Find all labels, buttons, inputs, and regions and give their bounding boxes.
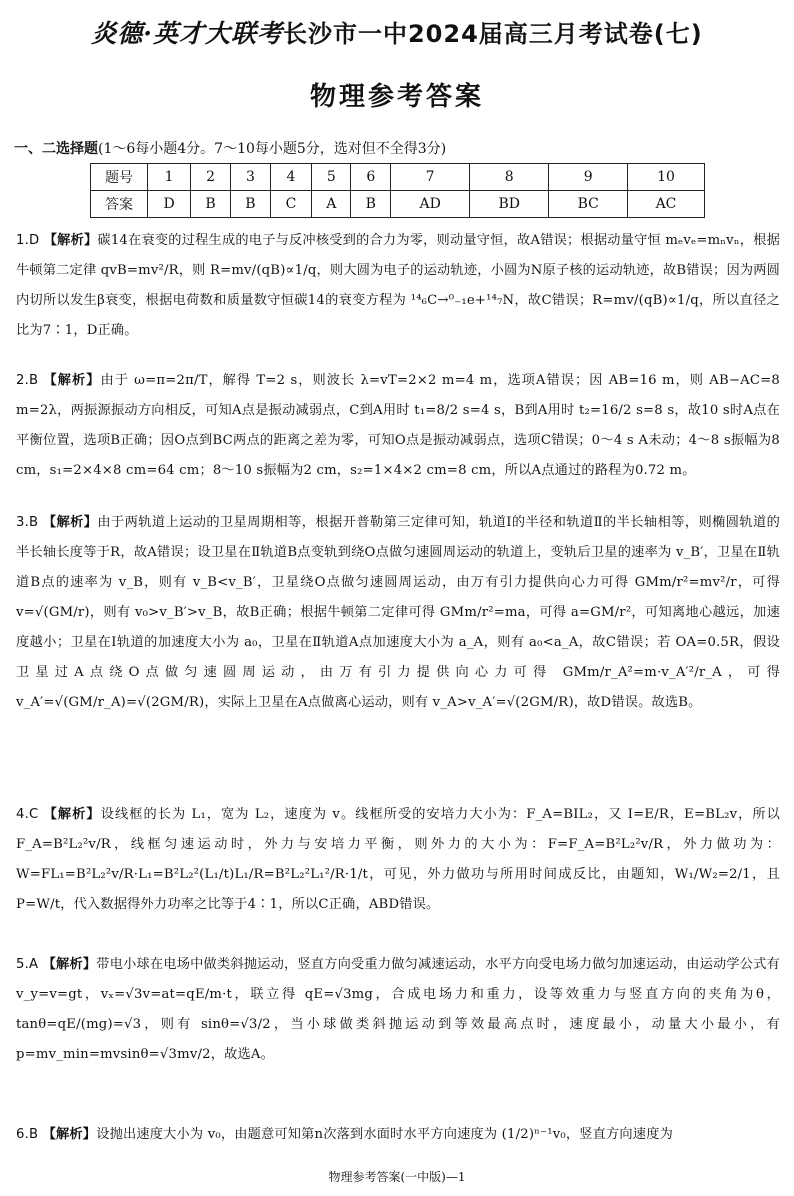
answer-cell: AD — [391, 191, 470, 218]
solution-number: 3.B — [16, 515, 39, 530]
solution-1 — [16, 226, 780, 346]
solution-text: 碳14在衰变的过程生成的电子与反冲核受到的合力为零，则动量守恒，故A错误；根据动量守恒 mₑvₑ=mₙvₙ，根据牛顿第二定律 qvB=mv²/R，则 R=mv/(qB)∝1/q，则大圆为电子的运动轨迹，小圆为N原子核的运动轨迹，故B错误；因为两圆内切所以发生β衰变，根据电荷数和质量数守恒碳14的衰变方程为 ¹⁴₆C→⁰₋₁e+¹⁴₇N，故C错误；R=mv/(qB)∝1/q，所以直径之比为7∶1，D正确。 — [16, 233, 780, 338]
solution-4 — [16, 800, 780, 920]
answer-cell: A — [312, 191, 351, 218]
solution-5 — [16, 950, 780, 1070]
solution-number: 5.A — [16, 957, 39, 972]
question-number-row — [91, 164, 705, 191]
row-label-answer: 答案 — [91, 191, 148, 218]
section-note: (1～6每小题4分。7～10每小题5分，选对但不全得3分) — [98, 141, 447, 157]
solution-3 — [16, 508, 780, 718]
solution-text: 设线框的长为 L₁，宽为 L₂，速度为 v。线框所受的安培力大小为：F_A=BIL₂，又 I=E/R，E=BL₂v，所以 F_A=B²L₂²v/R，线框匀速运动时，外力与安培力平衡，则外力的大小为：F=F_A=B²L₂²v/R，外力做功为：W=FL₁=B²L₂²v/R·L₁=B²L₂²(L₁/t)L₁/R=B²L₂²L₁²/R·1/t，可见，外力做功与所用时间成反比，由题知，W₁/W₂=2/1，且 P=W/t，代入数据得外力功率之比等于4∶1，所以C正确，ABD错误。 — [16, 807, 780, 912]
solution-text: 设抛出速度大小为 v₀，由题意可知第n次落到水面时水平方向速度为 (1/2)ⁿ⁻¹v₀，竖直方向速度为 — [96, 1127, 673, 1142]
section-heading — [14, 138, 446, 158]
answer-cell: BC — [549, 191, 628, 218]
solution-6 — [16, 1120, 780, 1150]
question-number: 3 — [230, 164, 270, 191]
question-number: 4 — [270, 164, 311, 191]
answer-cell: B — [351, 191, 391, 218]
solution-number: 6.B — [16, 1127, 39, 1142]
question-number: 6 — [351, 164, 391, 191]
solution-number: 4.C — [16, 807, 39, 822]
answer-table — [90, 163, 705, 218]
solution-text: 由于 ω=π=2π/T，解得 T=2 s，则波长 λ=vT=2×2 m=4 m，选项A错误；因 AB=16 m，则 AB−AC=8 m=2λ，两振源振动方向相反，可知A点是振动减弱点，C到A用时 t₁=8/2 s=4 s，B到A用时 t₂=16/2 s=8 s，故10 s时A点在平衡位置，选项B正确；因O点到BC两点的距离之差为零，可知O点是振动减弱点，选项C错误；0～4 s A未动；4～8 s振幅为8 cm，s₁=2×4×8 cm=64 cm；8～10 s振幅为2 cm，s₂=1×4×2 cm=8 cm，所以A点通过的路程为0.72 m。 — [16, 373, 780, 478]
exam-title: 长沙市一中2024届高三月考试卷(七) — [282, 20, 703, 48]
question-number: 5 — [312, 164, 351, 191]
row-label-question: 题号 — [91, 164, 148, 191]
solution-2 — [16, 366, 780, 486]
answer-row — [91, 191, 705, 218]
answer-cell: AC — [627, 191, 704, 218]
answer-cell: B — [230, 191, 270, 218]
answer-cell: C — [270, 191, 311, 218]
answer-cell: BD — [470, 191, 549, 218]
page-footer: 物理参考答案(一中版)—1 — [328, 1170, 466, 1184]
solution-text: 由于两轨道上运动的卫星周期相等，根据开普勒第三定律可知，轨道Ⅰ的半径和轨道Ⅱ的半长轴相等，则椭圆轨道的半长轴长度等于R，故A错误；设卫星在Ⅱ轨道B点变轨到绕O点做匀速圆周运动的轨道上，变轨后卫星的速率为 v_B′，卫星在Ⅱ轨道B点的速率为 v_B，则有 v_B<v_B′，卫星绕O点做匀速圆周运动，由万有引力提供向心力可得 GMm/r²=mv²/r，可得 v=√(GM/r)，则有 v₀>v_B′>v_B，故B正确；根据牛顿第二定律可得 GMm/r²=ma，可得 a=GM/r²，可知离地心越远，加速度越小；卫星在Ⅰ轨道的加速度大小为 a₀，卫星在Ⅱ轨道A点加速度大小为 a_A，则有 a₀<a_A，故C错误；若 OA=0.5R，假设卫星过A点绕O点做匀速圆周运动，由万有引力提供向心力可得 GMm/r_A²=m·v_A′²/r_A，可得 v_A′=√(GM/r_A)=√(2GM/R)，实际上卫星在A点做离心运动，则有 v_A>v_A′=√(2GM/R)，故D错误。故选B。 — [16, 515, 780, 710]
question-number: 10 — [627, 164, 704, 191]
solution-text: 带电小球在电场中做类斜抛运动，竖直方向受重力做匀减速运动，水平方向受电场力做匀加速运动，由运动学公式有 v_y=v=gt，vₓ=√3v=at=qE/m·t，联立得 qE=√3mg，合成电场力和重力，设等效重力与竖直方向的夹角为θ，tanθ=qE/(mg)=√3，则有 sinθ=√3/2，当小球做类斜抛运动到等效最高点时，速度最小，动量大小最小，有 p=mv_min=mvsinθ=√3mv/2，故选A。 — [16, 957, 780, 1062]
question-number: 2 — [191, 164, 231, 191]
question-number: 8 — [470, 164, 549, 191]
section-title: 一、二选择题 — [14, 141, 98, 157]
analysis-tag: 【解析】 — [42, 957, 97, 972]
analysis-tag: 【解析】 — [42, 1127, 97, 1142]
answer-cell: D — [148, 191, 191, 218]
question-number: 9 — [549, 164, 628, 191]
analysis-tag: 【解析】 — [43, 373, 101, 388]
answer-cell: B — [191, 191, 231, 218]
page-title: 物理参考答案 — [309, 82, 484, 112]
solution-number: 1.D — [16, 233, 40, 248]
solution-number: 2.B — [16, 373, 39, 388]
analysis-tag: 【解析】 — [42, 515, 98, 530]
analysis-tag: 【解析】 — [43, 807, 101, 822]
exam-header — [0, 14, 794, 50]
brand-name: 炎德·英才大联考 — [91, 19, 283, 48]
analysis-tag: 【解析】 — [43, 233, 98, 248]
question-number: 1 — [148, 164, 191, 191]
question-number: 7 — [391, 164, 470, 191]
